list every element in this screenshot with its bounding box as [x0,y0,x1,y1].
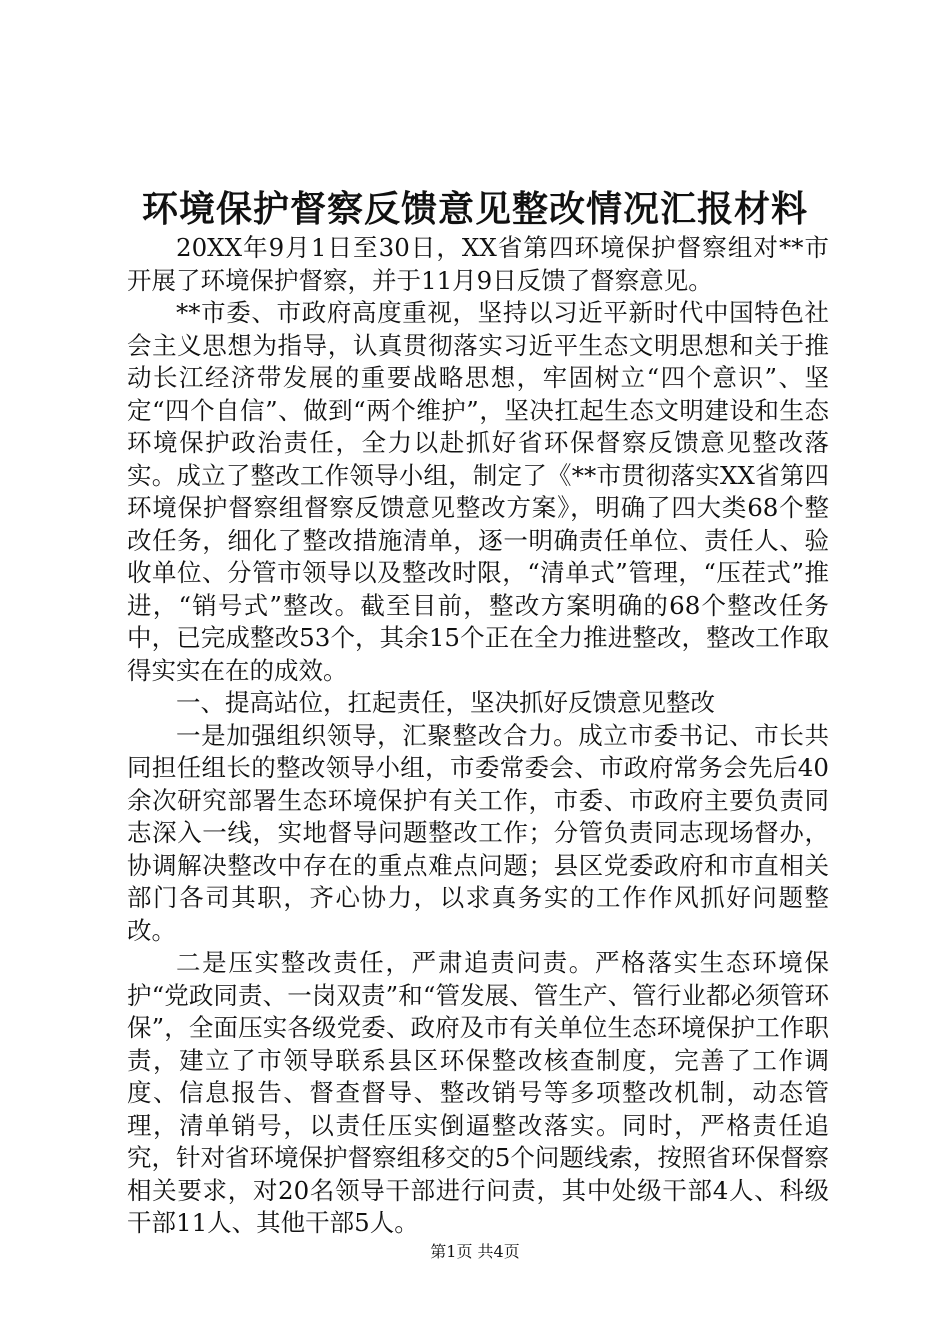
section-heading-1: 一、提高站位，扛起责任，坚决抓好反馈意见整改 [176,688,715,717]
document-body [127,232,829,1240]
paragraph-intro: 20XX年9月1日至30日，XX省第四环境保护督察组对**市开展了环境保护督察，并于11月9日反馈了督察意见。 [127,233,829,295]
paragraph-overview: **市委、市政府高度重视，坚持以习近平新时代中国特色社会主义思想为指导，认真贯彻落实习近平生态文明思想和关于推动长江经济带发展的重要战略思想，牢固树立“四个意识”、坚定“四个自信”、做到“两个维护”，坚决扛起生态文明建设和生态环境保护政治责任，全力以赴抓好省环保督察反馈意见整改落实。成立了整改工作领导小组，制定了《**市贯彻落实XX省第四环境保护督察组督察反馈意见整改方案》，明确了四大类68个整改任务，细化了整改措施清单，逐一明确责任单位、责任人、验收单位、分管市领导以及整改时限，“清单式”管理，“压茬式”推进，“销号式”整改。截至目前，整改方案明确的68个整改任务中，已完成整改53个，其余15个正在全力推进整改，整改工作取得实实在在的成效。 [127,298,829,685]
paragraph-responsibility: 二是压实整改责任，严肃追责问责。严格落实生态环境保护“党政同责、一岗双责”和“管发展、管生产、管行业都必须管环保”，全面压实各级党委、政府及市有关单位生态环境保护工作职责，建立了市领导联系县区环保整改核查制度，完善了工作调度、信息报告、督查督导、整改销号等多项整改机制，动态管理，清单销号，以责任压实倒逼整改落实。同时，严格责任追究，针对省环境保护督察组移交的5个问题线索，按照省环保督察相关要求，对20名领导干部进行问责，其中处级干部4人、科级干部11人、其他干部5人。 [127,948,829,1237]
page-number-footer: 第1页 共4页 [430,1242,520,1261]
paragraph-organization: 一是加强组织领导，汇聚整改合力。成立市委书记、市长共同担任组长的整改领导小组，市委常委会、市政府常务会先后40余次研究部署生态环境保护有关工作，市委、市政府主要负责同志深入一线，实地督导问题整改工作；分管负责同志现场督办，协调解决整改中存在的重点难点问题；县区党委政府和市直相关部门各司其职，齐心协力，以求真务实的工作作风抓好问题整改。 [127,720,829,945]
document-title: 环境保护督察反馈意见整改情况汇报材料 [141,188,808,230]
